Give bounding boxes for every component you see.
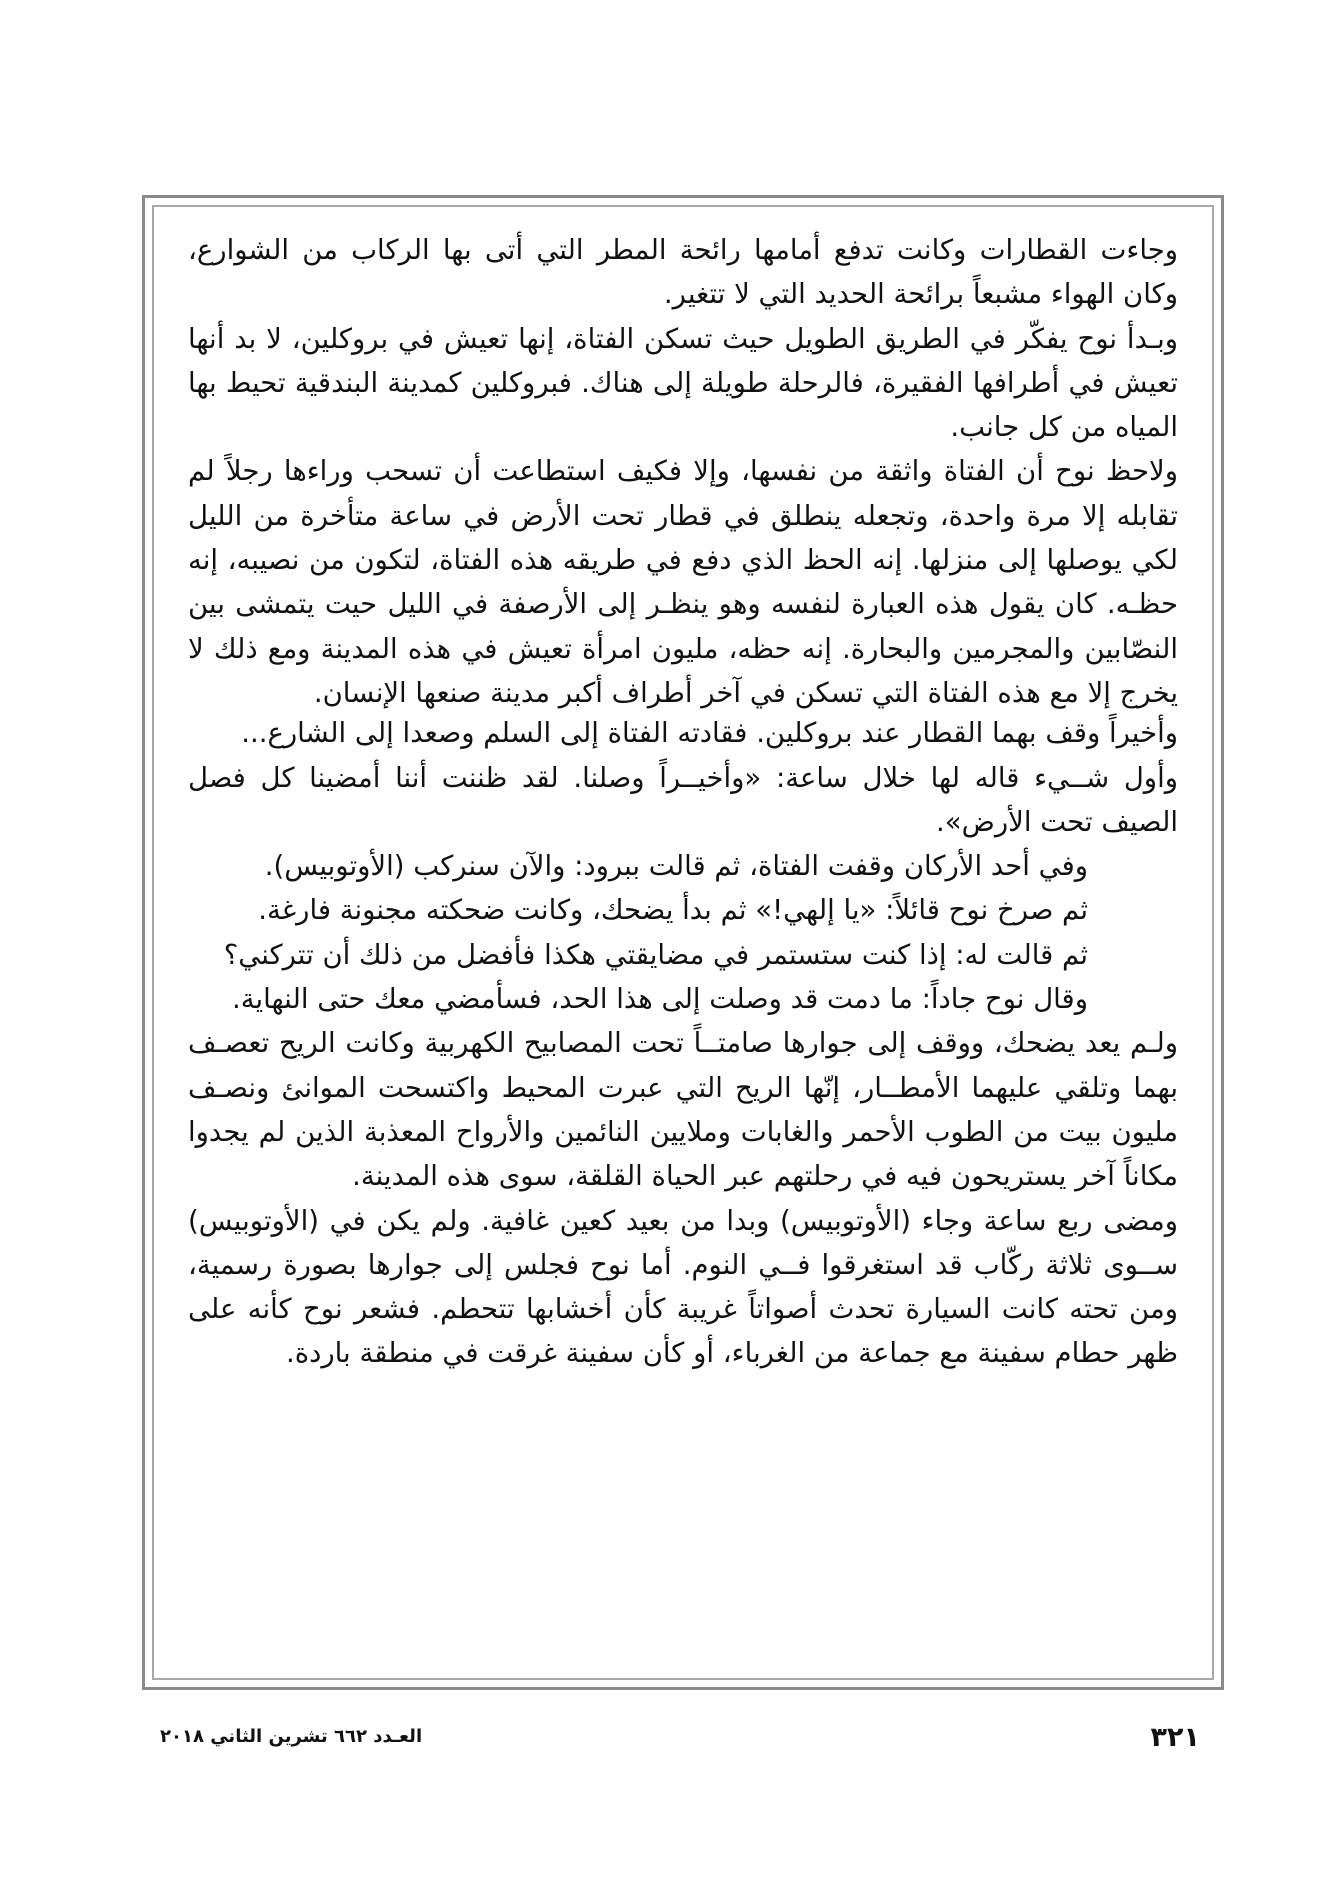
paragraph-11: ومضى ربع ساعة وجاء (الأوتوبيس) وبدا من بعيد كعين غافية. ولم يكن في (الأوتوبيس) ســوى ثلاثة ركّاب قد استغرقوا فــي النوم. أما نوح فجلس إلى جوارها بصورة رسمية، ومن تحته كانت السيارة تحدث أصواتاً غريبة كأن أخشابها تتحطم. فشعر نوح كأنه على ظهر حطام سفينة مع جماعة من الغرباء، أو كأن سفينة غرقت في منطقة باردة. bbox=[188, 1204, 1178, 1370]
page-footer bbox=[160, 1722, 1200, 1762]
paragraph-2: وبـدأ نوح يفكّر في الطريق الطويل حيث تسكن الفتاة، إنها تعيش في بروكلين، لا بد أنها تعيش في أطرافها الفقيرة، فالرحلة طويلة إلى هناك. فبروكلين كمدينة البندقية تحيط بها المياه من كل جانب. bbox=[188, 322, 1178, 444]
paragraph-8: ثم قالت له: إذا كنت ستستمر في مضايقتي هكذا فأفضل من ذلك أن تتركني؟ bbox=[223, 938, 1088, 971]
article-body bbox=[188, 228, 1178, 1376]
paragraph-1: وجاءت القطارات وكانت تدفع أمامها رائحة المطر التي أتى بها الركاب من الشوارع، وكان الهواء مشبعاً برائحة الحديد التي لا تتغير. bbox=[188, 234, 1178, 311]
paragraph-3: ولاحظ نوح أن الفتاة واثقة من نفسها، وإلا فكيف استطاعت أن تسحب وراءها رجلاً لم تقابله إلا مرة واحدة، وتجعله ينطلق في قطار تحت الأرض في ساعة متأخرة من الليل لكي يوصلها إلى منزلها. إنه الحظ الذي دفع في طريقه هذه الفتاة، لتكون من نصيبه، إنه حظـه. كان يقول هذه العبارة لنفسه وهو ينظـر إلى الأرصفة في الليل حيت يتمشى بين النصّابين والمجرمين والبحارة. إنه حظه، مليون امرأة تعيش في هذه المدينة ومع ذلك لا يخرج إلا مع هذه الفتاة التي تسكن في آخر أطراف أكبر مدينة صنعها الإنسان. bbox=[188, 455, 1178, 709]
paragraph-7: ثم صرخ نوح قائلاً: «يا إلهي!» ثم بدأ يضحك، وكانت ضحكته مجنونة فارغة. bbox=[258, 894, 1088, 927]
paragraph-4: وأخيراً وقف بهما القطار عند بروكلين. فقادته الفتاة إلى السلم وصعدا إلى الشارع... bbox=[241, 717, 1178, 750]
paragraph-5: وأول شــيء قاله لها خلال ساعة: «وأخيــراً وصلنا. لقد ظننت أننا أمضينا كل فصل الصيف تحت الأرض». bbox=[188, 761, 1178, 838]
paragraph-9: وقال نوح جاداً: ما دمت قد وصلت إلى هذا الحد، فسأمضي معك حتى النهاية. bbox=[231, 983, 1088, 1016]
page-number: ٣٢١ bbox=[1150, 1722, 1200, 1753]
issue-info: العـدد ٦٦٢ تشرين الثاني ٢٠١٨ bbox=[160, 1726, 423, 1747]
paragraph-6: وفي أحد الأركان وقفت الفتاة، ثم قالت ببرود: والآن سنركب (الأوتوبيس). bbox=[264, 850, 1088, 883]
paragraph-10: ولـم يعد يضحك، ووقف إلى جوارها صامتــاً تحت المصابيح الكهربية وكانت الريح تعصـف بهما وتلقي عليهما الأمطــار، إنّها الريح التي عبرت المحيط واكتسحت الموانئ ونصـف مليون بيت من الطوب الأحمر والغابات وملايين النائمين والأرواح المعذبة الذين لم يجدوا مكاناً آخر يستريحون فيه في رحلتهم عبر الحياة القلقة، سوى هذه المدينة. bbox=[188, 1027, 1178, 1193]
